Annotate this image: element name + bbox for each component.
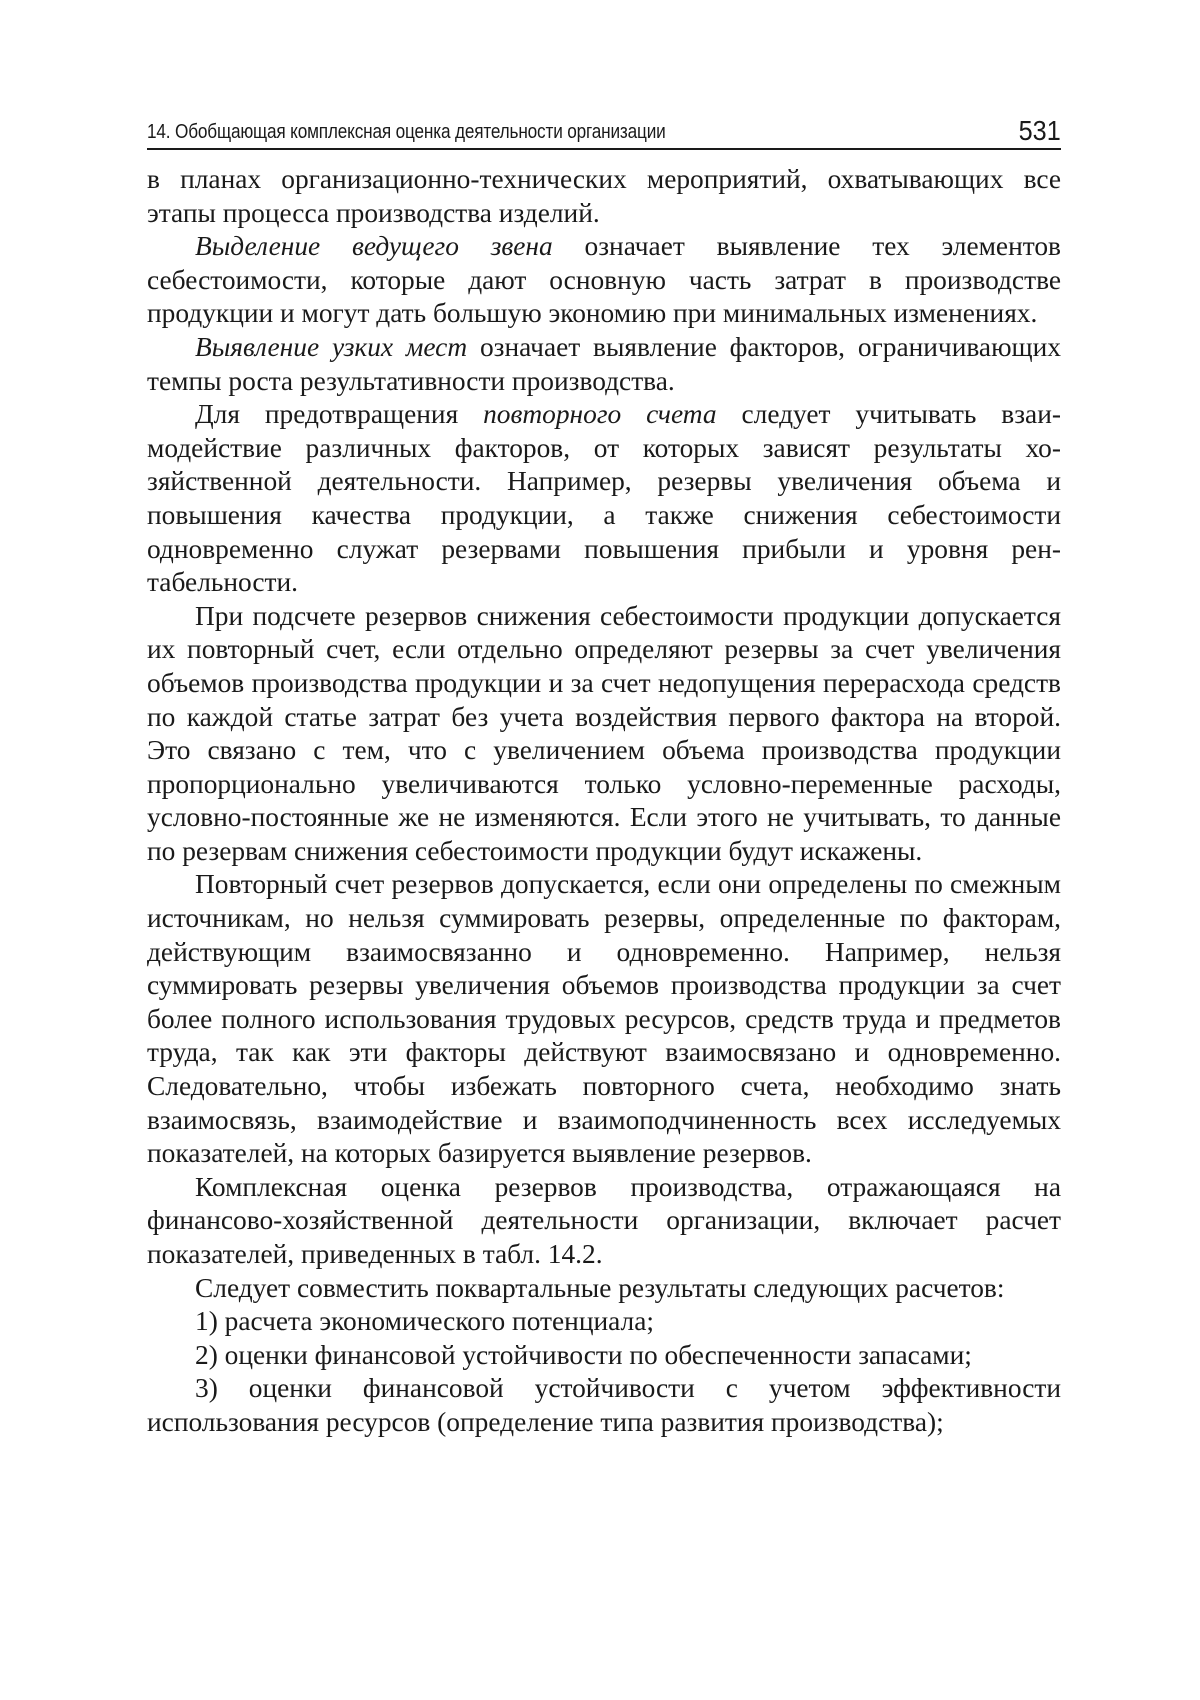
paragraph-4 <box>147 398 1061 600</box>
term-leading-link: Выделение ведущего звена <box>195 231 553 262</box>
paragraph-6: Повторный счет резервов допускается, если они определены по смежным источникам, но нельзя суммировать резервы, определенные по факторам, действующим взаимосвязанно и одновременно. Например, нельзя суммировать резервы увеличения объемов производства продукции за счет более полного использования трудовых ресурсов, средств труда и предметов труда, так как эти факторы действуют взаимосвязано и одновременно. Следовательно, чтобы избежать повторного счета, необходимо знать взаимосвязь, взаимодействие и взаимоподчиненность всех исследуемых показателей, на которых базируется выявление резервов. <box>147 869 1061 1169</box>
list-item-3: 3) оценки финансовой устойчивости с учетом эффективности использования ресурсов (определение типа развития производства); <box>147 1373 1061 1437</box>
body-text <box>147 163 1061 1440</box>
paragraph-4-start: Для предотвращения <box>195 399 484 430</box>
running-title: 14. Обобщающая комплексная оценка деятельности организации <box>147 121 666 143</box>
paragraph-3 <box>147 331 1061 398</box>
paragraph-1: в планах организационно-технических мероприятий, охватывающих все этапы процесса производства изделий. <box>147 164 1061 228</box>
list-item-2: 2) оценки финансовой устойчивости по обеспеченности запасами; <box>195 1339 972 1370</box>
paragraph-2-text: означает выявление тех элементов себестоимости, которые дают основную часть затрат в производстве продукции и могут дать большую экономию при минимальных изменениях. <box>147 231 1061 329</box>
page-number: 531 <box>1018 115 1061 146</box>
running-header <box>147 112 1061 150</box>
paragraph-3-text: означает выявление факторов, ограничивающих темпы роста результативности производства. <box>147 331 1061 396</box>
paragraph-5: При подсчете резервов снижения себестоимости продукции допускается их повторный счет, если отдельно определяют резервы за счет увеличения объемов производства продукции и за счет недопущения перерасхода средств по каждой статье затрат без учета воздействия первого фактора на второй. Это связано с тем, что с увеличением объема производства продукции пропорционально увеличиваются только условно-переменные расходы, условно-постоянные же не изменяются. Если этого не учитывать, то данные по резервам снижения себестоимости продукции будут искажены. <box>147 600 1061 866</box>
term-double-count: повторного счета <box>483 399 717 430</box>
term-bottlenecks: Выявление узких мест <box>195 331 468 362</box>
paragraph-2 <box>147 230 1061 331</box>
paragraph-7: Комплексная оценка резервов производства, отражающаяся на финансово-хозяйственной деятельности организации, включает расчет показателей, приведенных в табл. 14.2. <box>147 1171 1061 1269</box>
paragraph-4-text: следует учитывать взаимодействие различных факторов, от которых зависят результаты хозяйственной деятельности. Например, резервы увеличения объема и повышения качества продукции, а также снижения себестоимости одновременно служат резервами повышения прибыли и уровня рентабельности. <box>147 399 1061 598</box>
paragraph-8: Следует совместить поквартальные результаты следующих расчетов: <box>195 1272 1005 1303</box>
list-item-1: 1) расчета экономического потенциала; <box>195 1306 654 1337</box>
